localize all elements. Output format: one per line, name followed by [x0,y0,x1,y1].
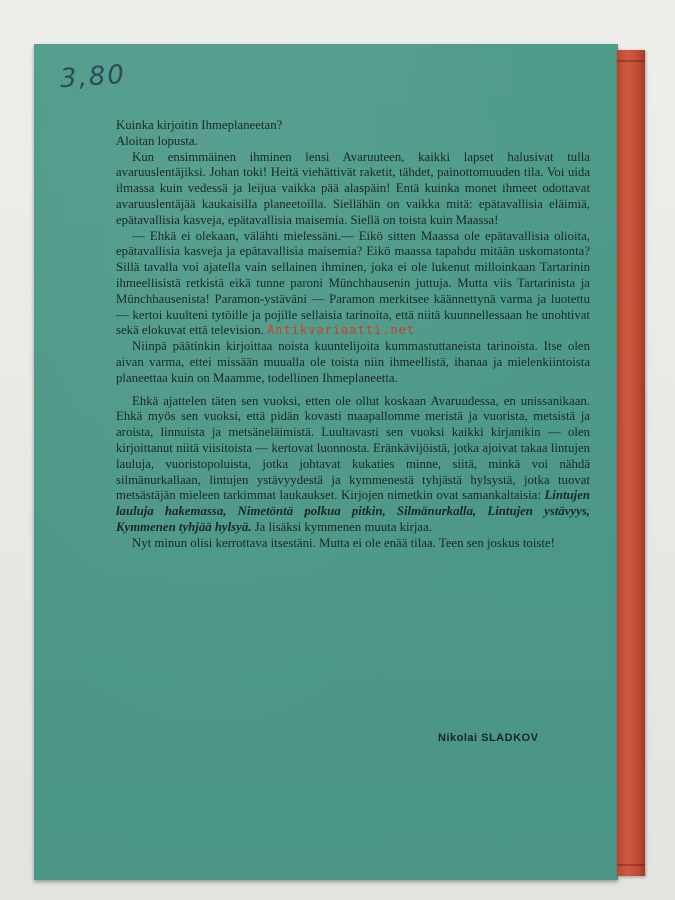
paragraph-4-text: — Ehkä ei olekaan, välähti mielessäni.— Eikö sitten Maassa ole epätavallisia olioita, epätavallisia kasveja ja epätavallisia maisemia? Eikö maassa tapahdu mitään uskomatonta? Sillä tavalla voi ajatella vain sellainen ihminen, joka ei ole lukenut milloinkaan Tartarinin ihmeellisistä retkistä eikä tunne paroni Münchhausenin juttuja. Mutta viis Tartarinista ja Münchhausenista! Paramon-ystäväni — Paramon merkitsee käännettynä varma ja luotettu — kertoi kuulteni tytöille ja pojille sellaisia tarinoita, että niitä kuunnellessaan he unohtivat sekä elokuvat että television. [116,228,590,338]
author-signature: Nikolai SLADKOV [438,732,539,744]
paragraph-4 [116,229,590,340]
book-spine [617,50,645,876]
watermark: Antikvariaatti.net [267,323,416,338]
paragraph-6 [116,394,590,536]
paragraph-7: Nyt minun olisi kerrottava itsestäni. Mutta ei ole enää tilaa. Teen sen joskus toiste! [132,535,555,550]
spine-groove [617,60,645,62]
paragraph-3: Kun ensimmäinen ihminen lensi Avaruuteen, kaikki lapset halusivat tulla avaruuslentäjiksi. Johan toki! Heitä viehättivät raketit, tähdet, painottomuuden tila. Voi uida ilmassa kuin vedessä ja leijua vaikka pää alaspäin! Entä kuinka monet ihmeet odottavat avaruuslentäjää kaukaisilla planeetoilla. Siellähän on vaikka mitä: epätavallisia eläimiä, epätavallisia kasveja, epätavallisia maisemia. Siellä on toista kuin Maassa! [116,149,590,227]
book [34,44,646,880]
paragraph-6-text: Ehkä ajattelen täten sen vuoksi, etten ole ollut koskaan Avaruudessa, en unissanikaan. Ehkä myös sen vuoksi, että pidän kovasti maapallomme meristä ja vuorista, metsistä ja aroista, linnuista ja metsäneläimistä. Luultavasti sen vuoksi kaikki kirjanikin — olen kirjoittanut niitä viisitoista — kertovat luonnosta. Eränkävijöistä, jotka ajoivat takaa lintujen lauluja, vuoristopoluista, jotka johtavat kukaties minne, siitä, minkä voi nähdä silmänurkallaan, lintujen ystävyydestä ja kymmenestä tyhjästä hylsystä, jotka tuovat metsästäjän mieleen tarkimmat laukaukset. Kirjojen nimetkin ovat samankaltaisia: [116,393,590,503]
back-cover [34,44,618,880]
handwritten-price: 3,80 [59,59,127,95]
cover-text [116,118,590,552]
spine-groove [617,864,645,866]
paragraph-5: Niinpä päätinkin kirjoittaa noista kuuntelijoita kummastuttaneista tarinoista. Itse olen aivan varma, ettei missään muualla ole toista niin ihmeellistä, ihanaa ja mielenkiintoista planeettaa kuin on Maamme, todellinen Ihmeplaneetta. [116,339,590,385]
paragraph-1: Kuinka kirjoitin Ihmeplaneetan? [116,118,283,132]
paragraph-2: Aloitan lopusta. [116,133,198,148]
book-titles: Lintujen lauluja hakemassa, Nimetöntä polkua pitkin, Silmänurkalla, Lintujen ystävyys, Kymmenen tyhjää hylsyä. [116,488,590,534]
paragraph-6-end: Ja lisäksi kymmenen muuta kirjaa. [254,519,432,534]
